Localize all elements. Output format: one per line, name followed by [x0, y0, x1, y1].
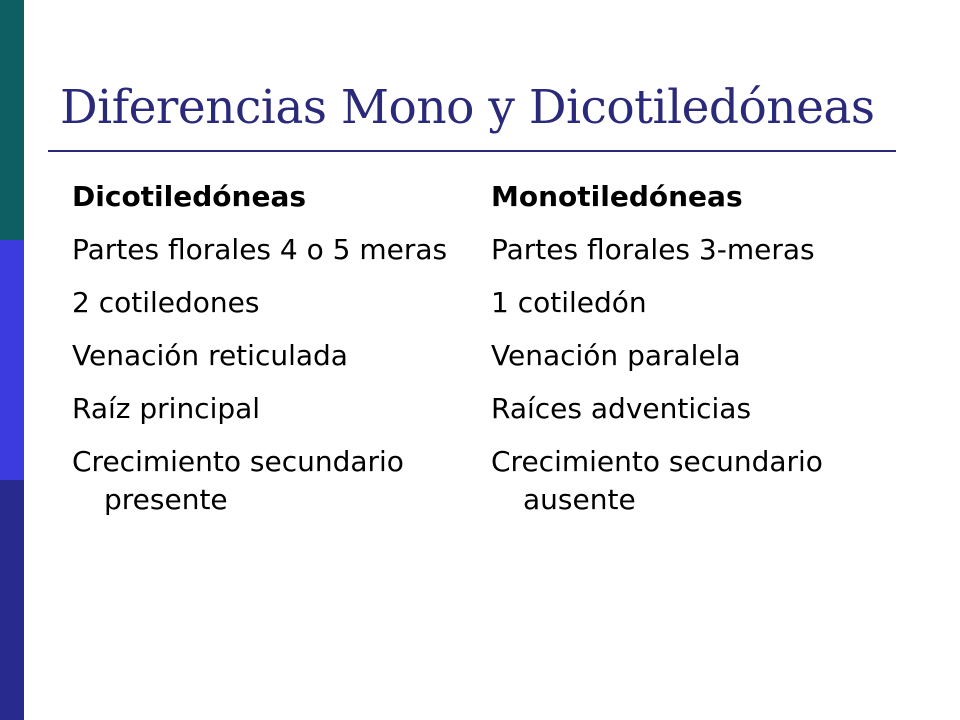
dicot-column	[72, 178, 472, 534]
dicot-item-cotyledons: 2 cotiledones	[72, 286, 260, 319]
monocot-item-cotyledons: 1 cotiledón	[491, 286, 647, 319]
side-bar-top	[0, 0, 24, 240]
side-bar-middle	[0, 240, 24, 480]
monocot-item-venation: Venación paralela	[491, 339, 741, 372]
side-bar-bottom	[0, 480, 24, 720]
dicot-item-floral-parts: Partes florales 4 o 5 meras	[72, 233, 448, 266]
monocot-item-root: Raíces adventicias	[491, 392, 752, 425]
dicot-item-root: Raíz principal	[72, 392, 261, 425]
title-divider	[48, 150, 896, 152]
dicot-item-venation: Venación reticulada	[72, 339, 348, 372]
monocot-column	[491, 178, 891, 534]
monocot-header: Monotiledóneas	[491, 180, 743, 213]
dicot-header: Dicotiledóneas	[72, 180, 307, 213]
monocot-item-floral-parts: Partes florales 3-meras	[491, 233, 815, 266]
slide-title: Diferencias Mono y Dicotiledóneas	[60, 80, 875, 135]
monocot-item-growth: Crecimiento secundario ausente	[491, 445, 823, 516]
dicot-item-growth: Crecimiento secundario presente	[72, 445, 404, 516]
